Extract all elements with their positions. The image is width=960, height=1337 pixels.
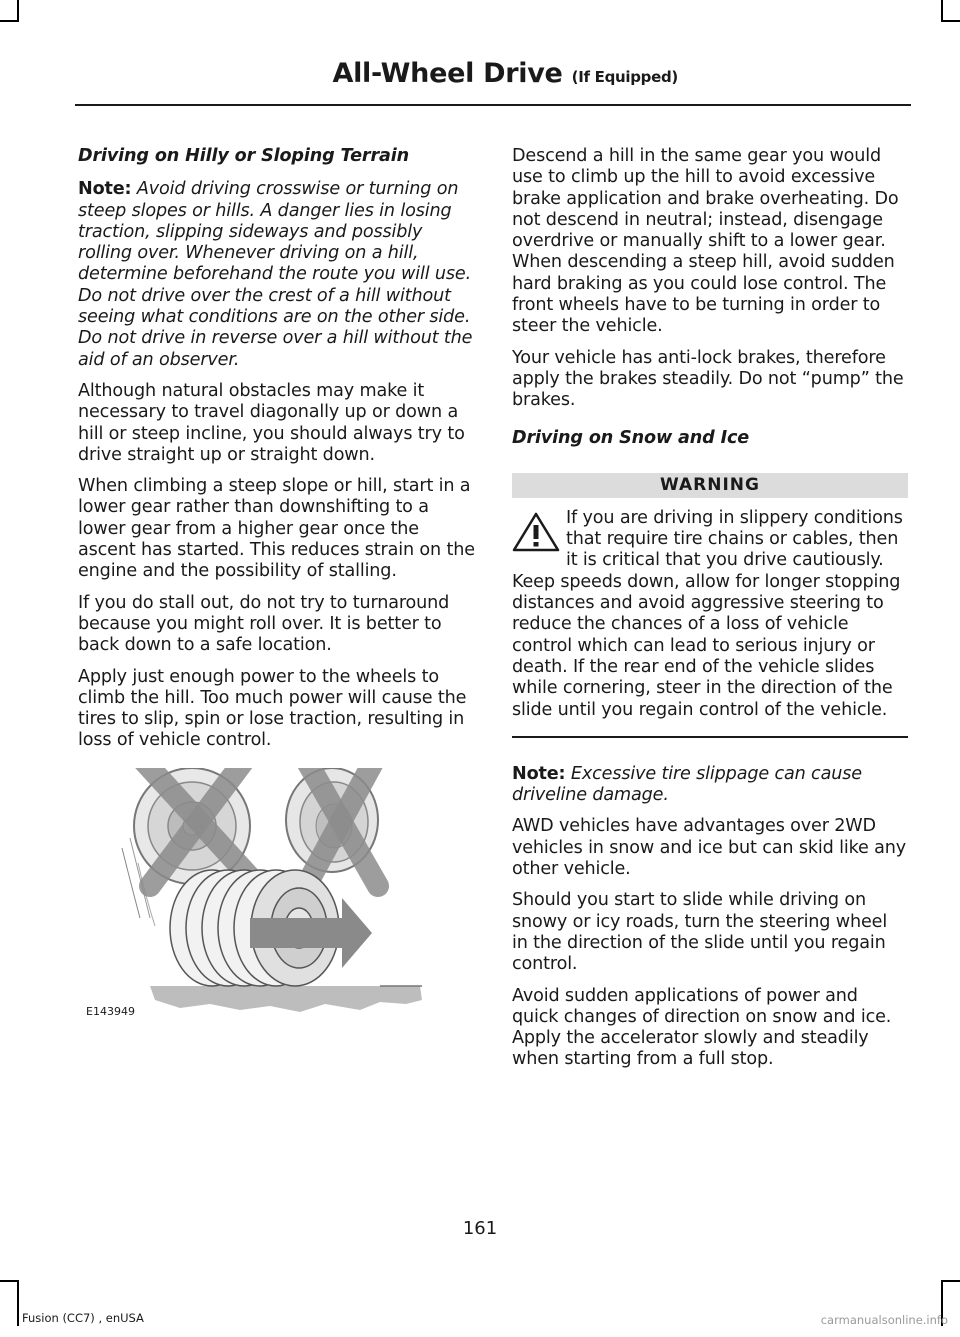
right-column: [512, 146, 908, 1081]
note-paragraph: [512, 764, 908, 807]
section-title: All-Wheel Drive: [332, 58, 563, 89]
paragraph: AWD vehicles have advantages over 2WD vehicles in snow and ice but can skid like any other vehicle.: [512, 816, 906, 880]
crop-mark: [0, 20, 19, 22]
heading-hilly-terrain: Driving on Hilly or Sloping Terrain: [78, 146, 409, 166]
warning-triangle-icon: [512, 512, 560, 552]
paragraph: If you do stall out, do not try to turnaround because you might roll over. It is better to back down to a safe location.: [78, 592, 450, 656]
note-paragraph: [78, 179, 478, 371]
crop-mark: [941, 20, 960, 22]
watermark: carmanualsonline.info: [820, 1313, 948, 1327]
paragraph: Apply just enough power to the wheels to climb the hill. Too much power will cause the tires to slip, spin or lose traction, resulting in loss of vehicle control.: [78, 666, 467, 751]
warning-divider: [512, 736, 908, 738]
paragraph: Although natural obstacles may make it necessary to travel diagonally up or down a hill or steep incline, you should always try to drive straight up or straight down.: [78, 380, 465, 465]
note-label: Note:: [512, 763, 566, 784]
ground-icon: [150, 986, 422, 1012]
heading-snow-ice: Driving on Snow and Ice: [512, 427, 750, 448]
figure-code: E143949: [86, 1005, 135, 1018]
note-text: Excessive tire slippage can cause driveline damage.: [512, 763, 862, 806]
header-divider: [75, 104, 911, 106]
crop-mark: [941, 1280, 960, 1282]
document-id: Fusion (CC7) , enUSA: [22, 1311, 144, 1325]
warning-text: If you are driving in slippery conditions that require tire chains or cables, then it is critical that you drive cautiously. Keep speeds down, allow for longer stopping distances and avoid aggressive steering to reduce the chances of a loss of vehicle control which can lead to serious injury or death. If the rear end of the vehicle slides while cornering, steer in the direction of the slide until you regain control of the vehicle.: [512, 507, 903, 720]
warning-block: [512, 508, 908, 721]
page-title: [332, 58, 678, 89]
warning-title-bar: WARNING: [512, 473, 908, 498]
paragraph: Descend a hill in the same gear you would use to climb up the hill to avoid excessive brake application and brake overheating. Do not descend in neutral; instead, disengage overdrive or manually shift to a lower gear. When descending a steep hill, avoid sudden hard braking as you could lose control. The front wheels have to be turning in order to steer the vehicle.: [512, 146, 899, 337]
crop-mark: [941, 0, 943, 22]
paragraph: Avoid sudden applications of power and quick changes of direction on snow and ice. Apply the accelerator slowly and steadily when starting from a full stop.: [512, 985, 892, 1070]
left-column: [78, 146, 478, 762]
crop-mark: [17, 0, 19, 22]
note-label: Note:: [78, 179, 132, 200]
tire-slip-illustration-icon: [110, 768, 430, 1023]
section-subtitle: (If Equipped): [571, 68, 678, 86]
tire-slip-figure: [110, 768, 430, 1023]
crop-mark: [0, 1280, 19, 1282]
note-text: Avoid driving crosswise or turning on steep slopes or hills. A danger lies in losing traction, slipping sideways and possibly rolling over. Whenever driving on a hill, determine beforehand the route you will use. Do not drive over the crest of a hill without seeing what conditions are on the other side. Do not drive in reverse over a hill without the aid of an observer.: [78, 179, 473, 370]
crop-mark: [17, 1280, 19, 1326]
paragraph: Should you start to slide while driving on snowy or icy roads, turn the steering wheel in the direction of the slide until you regain control.: [512, 890, 888, 975]
paragraph: Your vehicle has anti-lock brakes, therefore apply the brakes steadily. Do not “pump” the brakes.: [512, 347, 904, 411]
page-number: 161: [462, 1218, 498, 1239]
paragraph: When climbing a steep slope or hill, start in a lower gear rather than downshifting to a lower gear from a higher gear once the ascent has started. This reduces strain on the engine and the possibility of stalling.: [78, 476, 475, 582]
